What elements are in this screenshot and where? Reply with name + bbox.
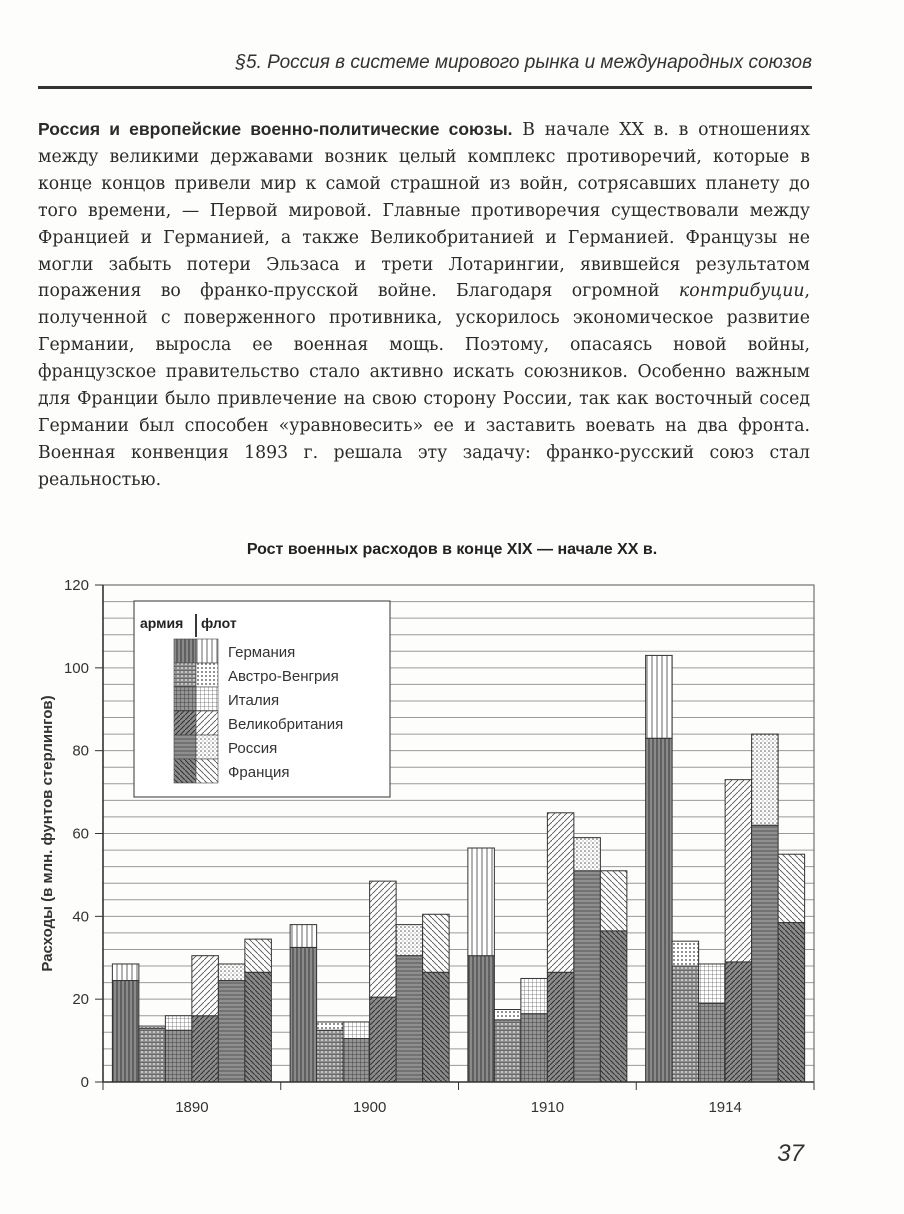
- y-tick-label: 100: [63, 659, 89, 677]
- bar-navy: [468, 848, 495, 956]
- bar-navy: [699, 964, 726, 1003]
- legend-item-label: Италия: [228, 692, 280, 709]
- body-paragraph: [38, 116, 810, 494]
- paragraph-lead: Россия и европейские военно-политические союзы.: [38, 119, 513, 139]
- bar-navy: [521, 978, 548, 1013]
- bar-navy: [646, 655, 673, 738]
- bar-group-1890: [112, 939, 271, 1082]
- bar-navy: [752, 734, 779, 825]
- bar-navy: [245, 939, 272, 972]
- bar-navy: [778, 854, 805, 922]
- bar-navy: [600, 871, 627, 931]
- bar-navy: [423, 914, 450, 972]
- bar-army: [423, 972, 450, 1082]
- bar-army: [672, 966, 699, 1082]
- military-spending-chart: [0, 570, 904, 1130]
- bar-army: [547, 972, 574, 1082]
- bar-army: [396, 956, 423, 1082]
- bar-group-1914: [646, 655, 805, 1082]
- bar-army: [370, 997, 397, 1082]
- paragraph-text: В начале XX в. в отношениях между великими державами возник целый комплекс противоречий, которые в конце концов привели мир к самой страшной из войн, сотрясавших планету до того времени, — Первой мировой. Главные противоречия существовали между Францией и Германией, а также Великобританией и Германией. Французы не могли забыть потери Эльзаса и трети Лотарингии, явившейся результатом поражения во франко-прусской войне. Благодаря огромной: [38, 120, 810, 302]
- bar-army: [494, 1020, 521, 1082]
- bar-army: [468, 956, 495, 1082]
- chart-legend: [134, 601, 390, 797]
- x-tick-label: 1900: [352, 1099, 387, 1116]
- paragraph-text-cont: , полученной с поверженного противника, ускорилось экономическое развитие Германии, выросла ее военная мощь. Поэтому, опасаясь новой войны, французское правительство стало активно искать союзников. Особенно важным для Франции было привлечение на свою сторону России, так как восточный сосед Германии был способен «уравновесить» ее и заставить воевать на два фронта. Военная конвенция 1893 г. решала эту задачу: франко-русский союз стал реальностью.: [38, 281, 810, 490]
- bar-army: [600, 931, 627, 1082]
- y-tick-label: 80: [72, 742, 89, 760]
- legend-item-label: Германия: [228, 644, 296, 661]
- y-tick-label: 40: [72, 908, 89, 926]
- bar-navy: [343, 1022, 370, 1039]
- bar-army: [317, 1030, 344, 1082]
- bar-group-1910: [468, 813, 627, 1082]
- bar-navy: [396, 925, 423, 956]
- bar-army: [725, 962, 752, 1082]
- bar-group-1900: [290, 881, 449, 1082]
- y-tick-label: 120: [63, 577, 89, 594]
- bar-army: [574, 871, 601, 1082]
- bar-army: [290, 947, 317, 1082]
- bar-navy: [494, 1010, 521, 1020]
- page-number: 37: [777, 1140, 804, 1167]
- bar-navy: [317, 1022, 344, 1030]
- bar-army: [192, 1016, 219, 1082]
- bar-navy: [370, 881, 397, 997]
- header-rule: [38, 86, 812, 89]
- bar-army: [699, 1003, 726, 1082]
- legend-item-label: Австро-Венгрия: [228, 668, 339, 685]
- bar-navy: [290, 925, 317, 948]
- bar-navy: [218, 964, 245, 981]
- running-head: §5. Россия в системе мирового рынка и международных союзов: [235, 52, 812, 73]
- bar-army: [165, 1030, 192, 1082]
- bar-army: [343, 1039, 370, 1082]
- bar-navy: [192, 956, 219, 1016]
- bar-army: [218, 981, 245, 1082]
- bar-navy: [139, 1026, 166, 1028]
- bar-navy: [574, 838, 601, 871]
- bar-army: [778, 923, 805, 1082]
- legend-item-label: Великобритания: [228, 716, 344, 733]
- bar-army: [112, 981, 139, 1082]
- y-tick-label: 20: [72, 991, 89, 1009]
- chart-title: Рост военных расходов в конце XIX — начале XX в.: [246, 541, 658, 558]
- x-tick-label: 1914: [708, 1099, 742, 1116]
- legend-item-label: Россия: [228, 740, 278, 757]
- y-tick-label: 0: [80, 1074, 89, 1091]
- bar-army: [521, 1014, 548, 1082]
- bar-navy: [672, 941, 699, 966]
- legend-item-label: Франция: [228, 764, 290, 781]
- emphasized-term: контрибуции: [678, 281, 805, 302]
- legend-army-label: армия: [140, 615, 184, 631]
- bar-army: [752, 825, 779, 1082]
- y-axis-label: Расходы (в млн. фунтов стерлингов): [39, 695, 56, 972]
- y-tick-label: 60: [72, 825, 89, 843]
- x-tick-label: 1890: [175, 1099, 209, 1116]
- legend-navy-label: флот: [201, 615, 237, 631]
- bar-army: [245, 972, 272, 1082]
- bar-navy: [112, 964, 139, 981]
- bar-navy: [547, 813, 574, 972]
- x-tick-label: 1910: [530, 1099, 565, 1116]
- bar-army: [139, 1028, 166, 1082]
- bar-army: [646, 738, 673, 1082]
- bar-navy: [165, 1016, 192, 1030]
- bar-navy: [725, 780, 752, 962]
